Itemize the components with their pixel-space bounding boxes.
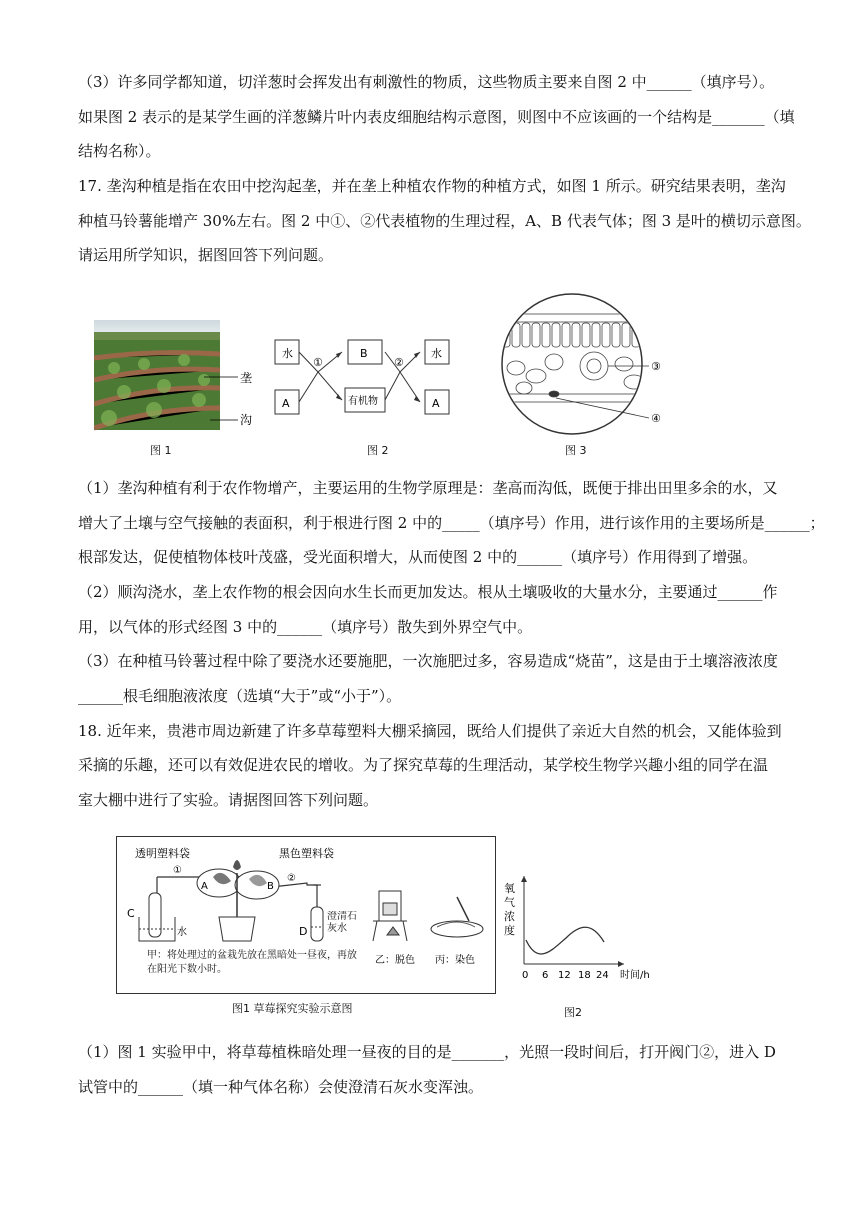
svg-text:A: A (432, 397, 440, 410)
label-transparent-bag: 透明塑料袋 (135, 847, 190, 860)
q17-stem-line3: 请运用所学知识，据图回答下列问题。 (78, 246, 334, 264)
jia-note: 甲：将处理过的盆栽先放在黑暗处一昼夜，再放在阳光下数小时。 (147, 950, 357, 975)
bing-label: 丙：染色 (435, 955, 475, 966)
q16-3-line2: 如果图 2 表示的是某学生画的洋葱鳞片叶内表皮细胞结构示意图，则图中不应该画的一个结构是_______（填 (78, 108, 795, 126)
q17-1-line2: 增大了土壤与空气接触的表面积，利于根进行图 2 中的_____（填序号）作用，进行该作用的主要场所是______； (78, 514, 825, 532)
svg-text:A: A (282, 397, 290, 410)
field-photo (94, 320, 294, 452)
q18-stem-line3: 室大棚中进行了实验。请据图回答下列问题。 (78, 791, 379, 809)
q17-2-line1: （2）顺沟浇水，垄上农作物的根会因向水生长而更加发达。根从土壤吸收的大量水分，主要通过______作 (78, 583, 778, 601)
q16-3-line1: （3）许多同学都知道，切洋葱时会挥发出有刺激性的物质，这些物质主要来自图 2 中______（填序号）。 (78, 73, 775, 91)
q17-2-line2: 用，以气体的形式经图 3 中的______（填序号）散失到外界空气中。 (78, 618, 533, 636)
q17-figure-2 (270, 330, 470, 430)
q18-figure-2 (500, 868, 670, 984)
leaf-a-label: A (201, 881, 208, 892)
leaf-b-label: B (267, 881, 274, 892)
q17-3-line2: ______根毛细胞液浓度（选填“大于”或“小于”）。 (78, 687, 402, 705)
limewater-label: 澄清石灰水 (327, 911, 357, 934)
svg-text:12: 12 (558, 970, 571, 981)
q18-1-line1: （1）图 1 实验甲中，将草莓植株暗处理一昼夜的目的是_______，光照一段时间后，打开阀门②，进入 D (78, 1043, 776, 1061)
svg-text:6: 6 (542, 970, 549, 981)
oxygen-curve (526, 927, 604, 954)
label-black-bag: 黑色塑料袋 (279, 847, 334, 860)
tube-c-label: C (127, 907, 135, 920)
q17-3-line1: （3）在种植马铃薯过程中除了要浇水还要施肥，一次施肥过多，容易造成“烧苗”，这是由于土壤溶液浓度 (78, 652, 778, 670)
q17-1-line1: （1）垄沟种植有利于农作物增产，主要运用的生物学原理是：垄高而沟低，既便于排出田里多余的水，又 (78, 479, 778, 497)
ylabel-oxygen: 氧气浓度 (504, 882, 515, 937)
svg-text:水: 水 (282, 347, 293, 360)
q18-fig1-caption: 图1 草莓探究实验示意图 (232, 1002, 353, 1015)
q18-figure-1 (116, 836, 496, 994)
q16-3-line3: 结构名称）。 (78, 142, 161, 160)
process-2-mark: ② (394, 356, 404, 369)
valve-2: ② (287, 873, 296, 884)
svg-text:有机物: 有机物 (348, 396, 378, 407)
q18-fig2-caption: 图2 (564, 1006, 582, 1019)
fig3-mark-4: ④ (651, 412, 661, 425)
svg-text:水: 水 (431, 347, 442, 360)
yi-label: 乙：脱色 (375, 955, 415, 966)
q18-stem-line2: 采摘的乐趣，还可以有效促进农民的增收。为了探究草莓的生理活动，某学校生物学兴趣小组的同学在温 (78, 756, 769, 774)
svg-text:B: B (360, 347, 368, 360)
q18-1-line2: 试管中的______（填一种气体名称）会使澄清石灰水变浑浊。 (78, 1078, 484, 1096)
q17-stem-line1: 17. 垄沟种植是指在农田中挖沟起垄，并在垄上种植农作物的种植方式，如图 1 所示。研究结果表明，垄沟 (78, 177, 786, 195)
water-label: 水 (177, 927, 187, 938)
q17-fig2-caption: 图 2 (367, 444, 389, 457)
q17-figure-1 (94, 320, 294, 452)
xlabel-time: 时间/h (620, 970, 650, 981)
q17-fig1-caption: 图 1 (150, 444, 172, 457)
svg-text:24: 24 (596, 970, 609, 981)
valve-1: ① (173, 865, 182, 876)
process-1-mark: ① (313, 356, 323, 369)
tube-d-label: D (299, 925, 308, 938)
q17-stem-line2: 种植马铃薯能增产 30%左右。图 2 中①、②代表植物的生理过程，A、B 代表气体；图 3 是叶的横切示意图。 (78, 212, 811, 230)
label-furrow: 沟 (240, 413, 253, 427)
q17-figure-3 (494, 290, 694, 438)
q17-1-line3: 根部发达，促使植物体枝叶茂盛，受光面积增大，从而使图 2 中的______（填序号）作用得到了增强。 (78, 548, 758, 566)
label-ridge: 垄 (240, 371, 253, 385)
fig3-mark-3: ③ (651, 360, 661, 373)
q18-stem-line1: 18. 近年来，贵港市周边新建了许多草莓塑料大棚采摘园，既给人们提供了亲近大自然的机会，又能体验到 (78, 722, 782, 740)
svg-text:0: 0 (522, 970, 529, 981)
svg-text:18: 18 (578, 970, 591, 981)
q17-fig3-caption: 图 3 (565, 444, 587, 457)
